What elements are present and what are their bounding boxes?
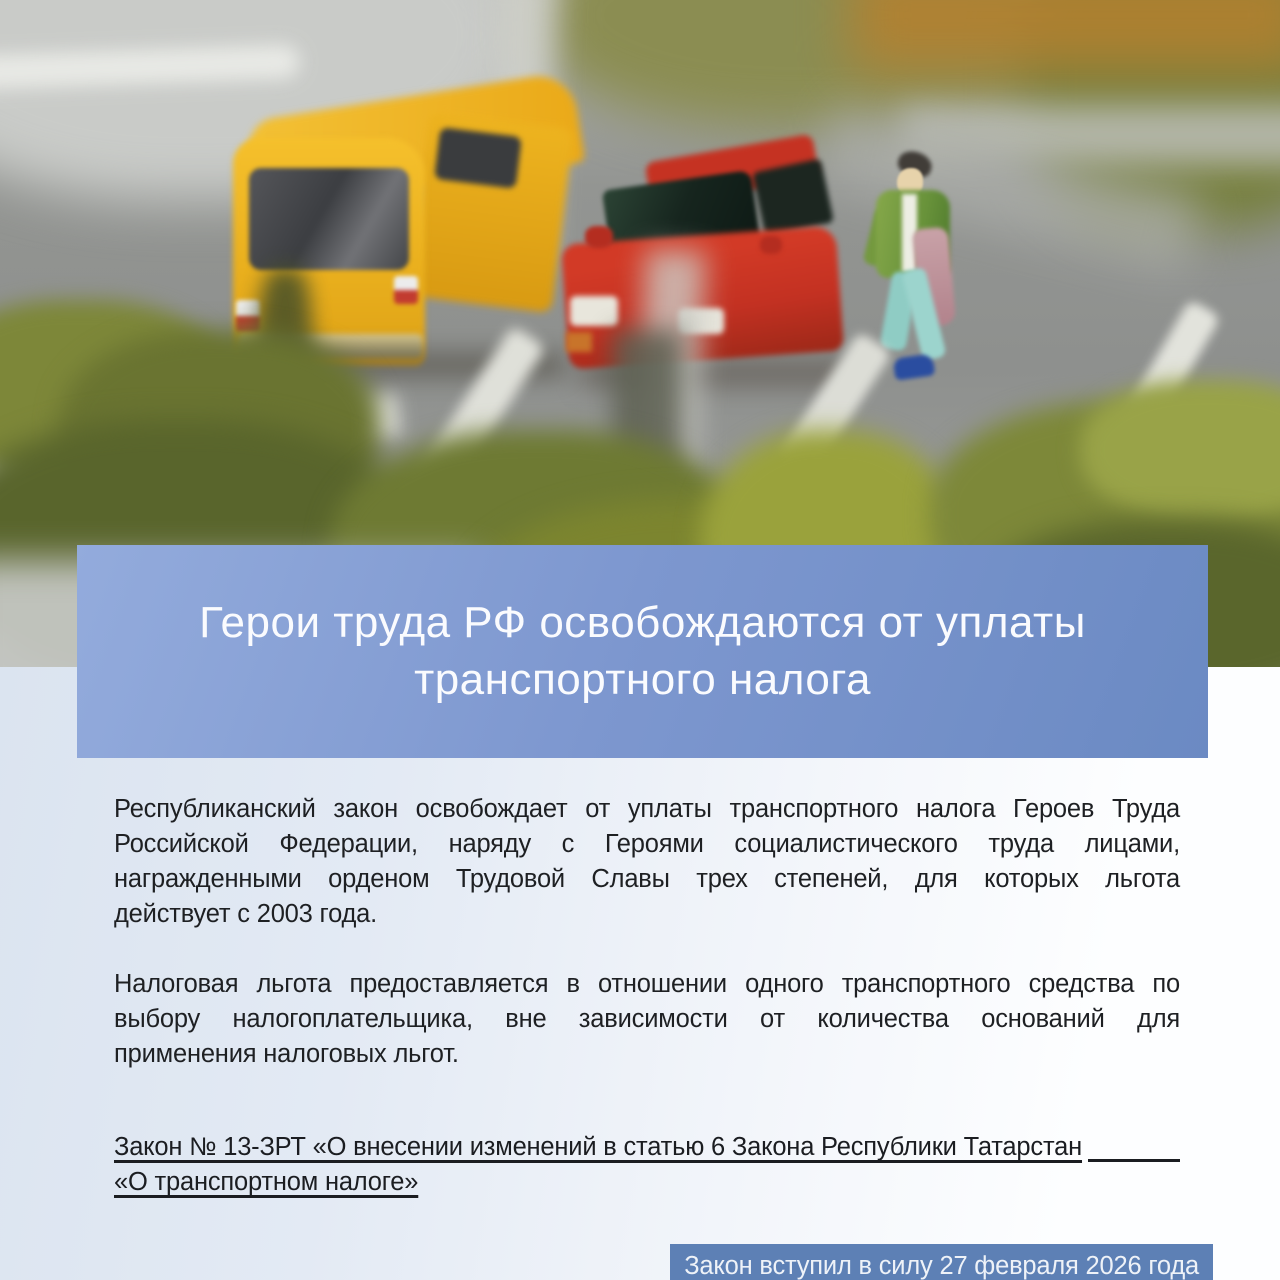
- toy-van-side-window: [434, 127, 522, 189]
- effective-date-badge: Закон вступил в силу 27 февраля 2026 года: [670, 1244, 1213, 1280]
- page-title-line2: транспортного налога: [414, 655, 871, 704]
- paragraph-line: Республиканский закон освобождает от уплаты транспортного налога Героев Труда: [114, 795, 1180, 823]
- paragraph-line: награжденными орденом Трудовой Славы трех степеней, для которых льгота: [114, 865, 1180, 893]
- paragraph-2: [114, 967, 1180, 1072]
- toy-car-turn-signal: [566, 332, 592, 352]
- paragraph-1: [114, 792, 1180, 932]
- law-link-line1: [114, 1130, 1180, 1165]
- paragraph-line: действует с 2003 года.: [114, 900, 378, 928]
- toy-car-mirror-left: [585, 226, 613, 248]
- background-autumn-foliage: [850, 0, 1280, 70]
- paragraph-line: применения налоговых льгот.: [114, 1040, 459, 1068]
- law-link-line2: «О транспортном налоге»: [114, 1168, 419, 1196]
- toy-car-mirror-right: [760, 236, 782, 254]
- law-link-text: Закон № 13-ЗРТ «О внесении изменений в статью 6 Закона Республики Татарстан: [114, 1133, 1083, 1161]
- toy-car-headlight-left: [570, 296, 618, 326]
- page-title-line1: Герои труда РФ освобождаются от уплаты: [199, 598, 1086, 647]
- bush: [1080, 380, 1280, 520]
- toy-van-taillight-right: [394, 276, 418, 304]
- title-banner: [77, 545, 1208, 758]
- law-link-underline-filler: [1088, 1130, 1180, 1162]
- paragraph-line: Российской Федерации, наряду с Героями социалистического труда лицами,: [114, 830, 1180, 858]
- paragraph-line: Налоговая льгота предоставляется в отношении одного транспортного средства по: [114, 970, 1180, 998]
- law-reference-link[interactable]: [114, 1130, 1180, 1200]
- toy-van-rear-window: [249, 168, 409, 270]
- toy-car-side-windows: [752, 158, 834, 236]
- paragraph-line: выбору налогоплательщика, вне зависимости от количества оснований для: [114, 1005, 1180, 1033]
- person-shoe: [893, 353, 936, 380]
